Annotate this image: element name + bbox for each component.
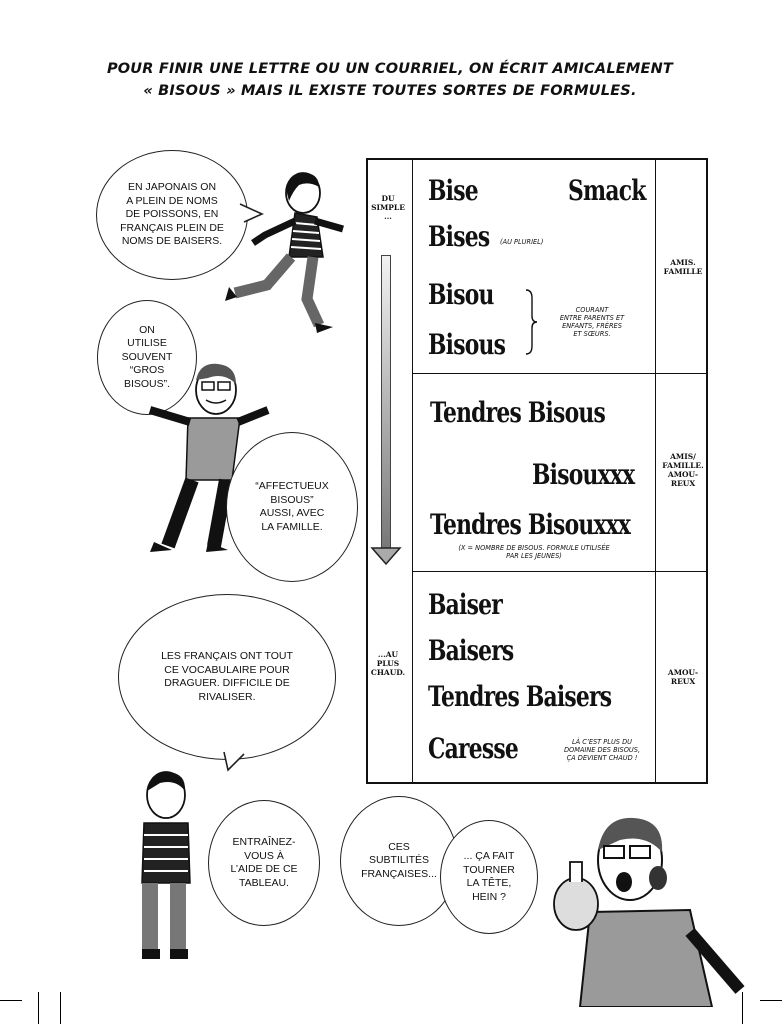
note-chaud: LÀ C’EST PLUS DU DOMAINE DES BISOUS, ÇA DEVIENT CHAUD !	[563, 738, 641, 762]
speech-bubble-entrainez	[208, 800, 320, 926]
scale-bottom-label: ...AU PLUS CHAUD.	[370, 650, 406, 677]
word-bise: Bise	[428, 174, 478, 207]
note-courant: COURANT ENTRE PARENTS ET ENFANTS, FRÈRES ET SŒURS.	[559, 306, 625, 338]
header-line-2: « BISOUS » MAIS IL EXISTE TOUTES SORTES DE FORMULES.	[143, 83, 637, 99]
crop-mark	[38, 992, 39, 1024]
bubble-text: ENTRAÎNEZ- VOUS À L’AIDE DE CE TABLEAU.	[230, 836, 298, 889]
word-bisou: Bisou	[428, 278, 494, 311]
brace-icon	[524, 288, 538, 356]
speech-bubble-affectueux	[226, 432, 358, 582]
pointing-man-illustration	[540, 812, 750, 1007]
audience-amoureux: AMOU- REUX	[667, 668, 699, 686]
note-pluriel: (AU PLURIEL)	[500, 238, 544, 246]
page-header	[100, 58, 680, 102]
word-bisouxxx: Bisouxxx	[532, 458, 635, 491]
bubble-tail	[224, 752, 254, 782]
word-baisers: Baisers	[428, 634, 514, 667]
section-divider	[412, 571, 706, 572]
section-divider	[412, 373, 706, 374]
crop-mark	[760, 1000, 782, 1001]
word-tendres-bisous: Tendres Bisous	[430, 396, 605, 429]
word-smack: Smack	[568, 174, 646, 207]
audience-amis-famille: AMIS. FAMILLE	[663, 258, 703, 276]
bubble-text: ... ÇA FAIT TOURNER LA TÊTE, HEIN ?	[463, 850, 515, 903]
word-tendres-bisouxxx: Tendres Bisouxxx	[430, 508, 631, 541]
note-jeunes: (X = NOMBRE DE BISOUS. FORMULE UTILISÉE PAR LES JEUNES)	[458, 544, 610, 560]
crop-mark	[60, 992, 61, 1024]
crop-mark	[0, 1000, 22, 1001]
word-bisous: Bisous	[428, 328, 506, 361]
arrow-head-icon	[370, 546, 402, 566]
bubble-text: EN JAPONAIS ON A PLEIN DE NOMS DE POISSONS, EN FRANÇAIS PLEIN DE NOMS DE BAISERS.	[120, 181, 224, 248]
speech-bubble-vocabulaire	[118, 594, 336, 760]
standing-man-illustration	[130, 765, 200, 965]
running-man-illustration	[215, 165, 355, 340]
audience-amis-famille-amoureux: AMIS/ FAMILLE. AMOU- REUX	[662, 452, 704, 488]
header-line-1: POUR FINIR UNE LETTRE OU UN COURRIEL, ON ÉCRIT AMICALEMENT	[106, 61, 674, 77]
word-caresse: Caresse	[428, 732, 518, 765]
bubble-text: LES FRANÇAIS ONT TOUT CE VOCABULAIRE POUR DRAGUER. DIFFICILE DE RIVALISER.	[161, 650, 293, 703]
word-baiser: Baiser	[428, 588, 502, 621]
bubble-text: CES SUBTILITÉS FRANÇAISES...	[361, 840, 437, 880]
speech-bubble-tourner	[440, 820, 538, 934]
scale-top-label: DU SIMPLE ...	[371, 194, 405, 221]
bubble-text: ON UTILISE SOUVENT “GROS BISOUS”.	[121, 323, 173, 390]
word-tendres-baisers: Tendres Baisers	[428, 680, 612, 713]
bubble-text: “AFFECTUEUX BISOUS” AUSSI, AVEC LA FAMILLE.	[255, 480, 329, 533]
word-bises: Bises	[428, 220, 490, 253]
scale-arrow	[381, 255, 391, 551]
speech-bubble-subtilites	[340, 796, 458, 926]
crop-mark	[742, 992, 743, 1024]
